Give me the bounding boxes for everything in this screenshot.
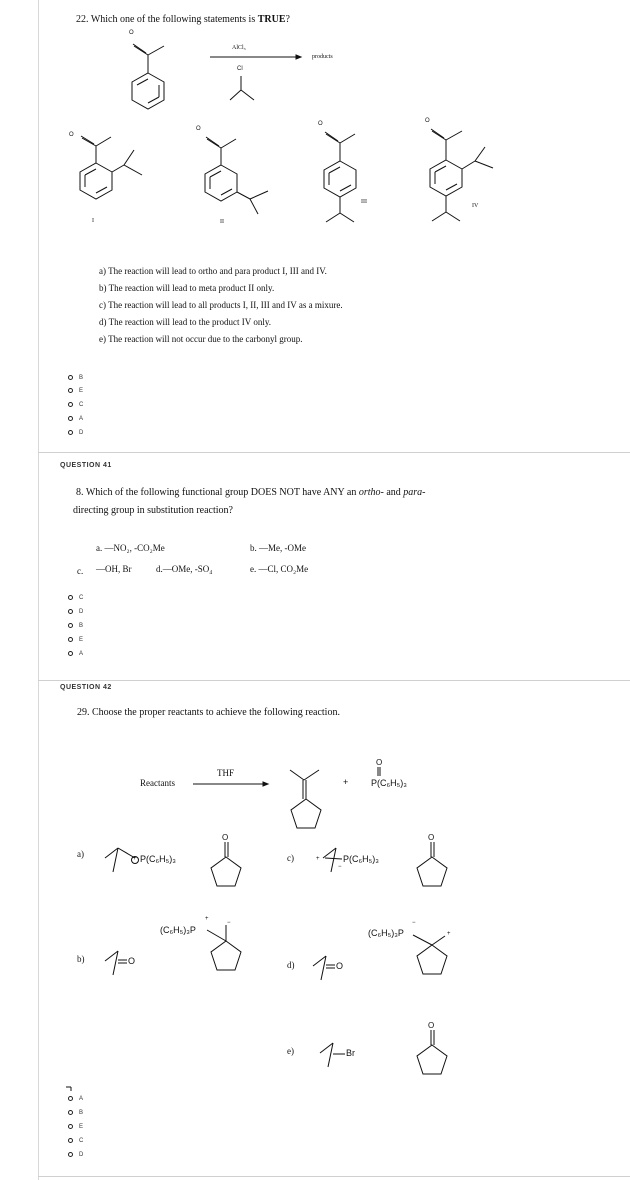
reactant-o-label: O [129,30,134,36]
radio-button[interactable] [68,1152,73,1157]
statement-d: d) The reaction will lead to the product IV only. [99,317,272,327]
product-II-o-label: O [196,126,201,132]
q22-statements [99,263,343,348]
d-acetone-o: O [336,961,344,971]
q41-header: QUESTION 41 [60,462,112,469]
label-II: II [220,219,224,225]
q22-choice-a[interactable] [68,412,83,425]
q41-option-b: b. —Me, -OMe [250,543,306,553]
radio-button[interactable] [68,1096,73,1101]
ketone-2-o: O [428,833,435,842]
byproduct-label: P(C₆H₅)₃ [371,778,407,788]
e-bromide-br: Br [346,1048,355,1058]
product-III [324,132,356,222]
q42-header: QUESTION 42 [60,684,112,691]
q41-choice-b[interactable] [68,619,83,632]
c-minus-charge: − [338,864,342,870]
radio-button[interactable] [68,388,73,393]
a-ylide-p: P(C₆H₅)₃ [140,854,176,864]
radio-button[interactable] [68,609,73,614]
choice-label: C [79,594,84,601]
b-acetone-o: O [128,956,136,966]
divider-q42 [38,680,630,681]
label-III: III [361,199,367,205]
choice-label: D [79,608,84,615]
choice-label: A [79,1095,84,1102]
divider-bottom [38,1176,630,1177]
choice-label: D [79,429,84,436]
radio-button[interactable] [68,623,73,628]
ketone-3-o: O [428,1021,435,1030]
option-a-label: a) [77,849,84,859]
choice-label: E [79,636,84,643]
radio-button[interactable] [68,637,73,642]
reagent-alcl3: AlCl₃ [232,45,246,51]
radio-button[interactable] [68,375,73,380]
product-I [80,136,142,199]
right-ylide-plus: + [447,931,451,937]
q41-option-e: e. —Cl, CO₂Me [250,564,309,574]
option-e-label: e) [287,1046,294,1056]
products-label: products [312,54,333,60]
c-ylide-p: P(C₆H₅)₃ [343,854,379,864]
q42-choice-d[interactable] [68,1148,83,1161]
radio-button[interactable] [68,402,73,407]
a-plus-charge: + [133,856,137,862]
q42-choice-c[interactable] [68,1134,83,1147]
statement-a: a) The reaction will lead to ortho and para product I, III and IV. [99,266,327,276]
choice-label: D [79,1151,84,1158]
q42-alkene-product [290,770,321,828]
left-ylide-plus: + [205,916,209,922]
q42-choice-a[interactable] [68,1092,83,1105]
q42-question-text: 29. Choose the proper reactants to achieve the following reaction. [77,707,340,718]
product-I-o-label: O [69,132,74,138]
choice-label: C [79,401,84,408]
q41-question-line2: directing group in substitution reaction? [73,505,233,516]
q22-choice-c[interactable] [68,398,83,411]
reactants-label: Reactants [140,778,175,788]
ketone-1-o: O [222,833,229,842]
right-ylide-minus: − [412,920,416,926]
q22-choice-b[interactable] [68,371,83,384]
right-ylide-p: (C₆H₅)₃P [368,928,404,938]
statement-b: b) The reaction will lead to meta product II only. [99,283,275,293]
radio-button[interactable] [68,651,73,656]
statement-c: c) The reaction will lead to all products I, II, III and IV as a mixure. [99,300,343,310]
byproduct-o: O [376,758,383,767]
q22-choice-e[interactable] [68,384,83,397]
c-plus-charge: + [316,856,320,862]
product-III-o-label: O [318,121,323,127]
option-c-label: c) [287,853,294,863]
reagent-cl: Cl [237,66,243,72]
statement-e: e) The reaction will not occur due to the carbonyl group. [99,334,303,344]
label-I: I [92,218,94,224]
radio-button[interactable] [68,1110,73,1115]
choice-label: B [79,1109,84,1116]
divider-q41 [38,452,630,453]
radio-button[interactable] [68,430,73,435]
left-ylide-p: (C₆H₅)₃P [160,925,196,935]
label-IV: IV [472,203,479,209]
q42-choice-e[interactable] [68,1120,83,1133]
q42-choice-b[interactable] [68,1106,83,1119]
choice-label: B [79,374,84,381]
radio-button[interactable] [68,1138,73,1143]
q41-question-line1: 8. Which of the following functional group DOES NOT have ANY an ortho- and para- [76,487,426,498]
q41-choice-d[interactable] [68,605,83,618]
choice-label: E [79,1123,84,1130]
option-b-label: b) [77,954,85,964]
solvent-thf: THF [217,768,235,778]
q41-option-d: d.—OMe, -SO₄ [156,564,213,574]
q41-choice-a[interactable] [68,647,83,660]
product-IV [430,129,493,221]
plus-sign: + [343,777,349,787]
radio-button[interactable] [68,416,73,421]
q41-option-c-label: c. [77,566,84,576]
option-d-label: d) [287,960,295,970]
choice-label: E [79,387,84,394]
q41-choice-e[interactable] [68,633,83,646]
q41-choice-c[interactable] [68,591,83,604]
q22-question-text: 22. Which one of the following statements is TRUE? [76,14,290,25]
choice-label: A [79,650,84,657]
choice-label: A [79,415,84,422]
choice-label: C [79,1137,84,1144]
reactant-acetophenone [132,44,164,109]
choice-label: B [79,622,84,629]
q41-option-c: —OH, Br [96,564,132,574]
product-II [205,137,268,214]
q41-option-a: a. —NO₂, -CO₂Me [96,543,165,553]
radio-button[interactable] [68,1124,73,1129]
q22-choice-d[interactable] [68,426,83,439]
radio-button[interactable] [68,595,73,600]
product-IV-o-label: O [425,118,430,124]
left-ylide-minus: − [227,920,231,926]
